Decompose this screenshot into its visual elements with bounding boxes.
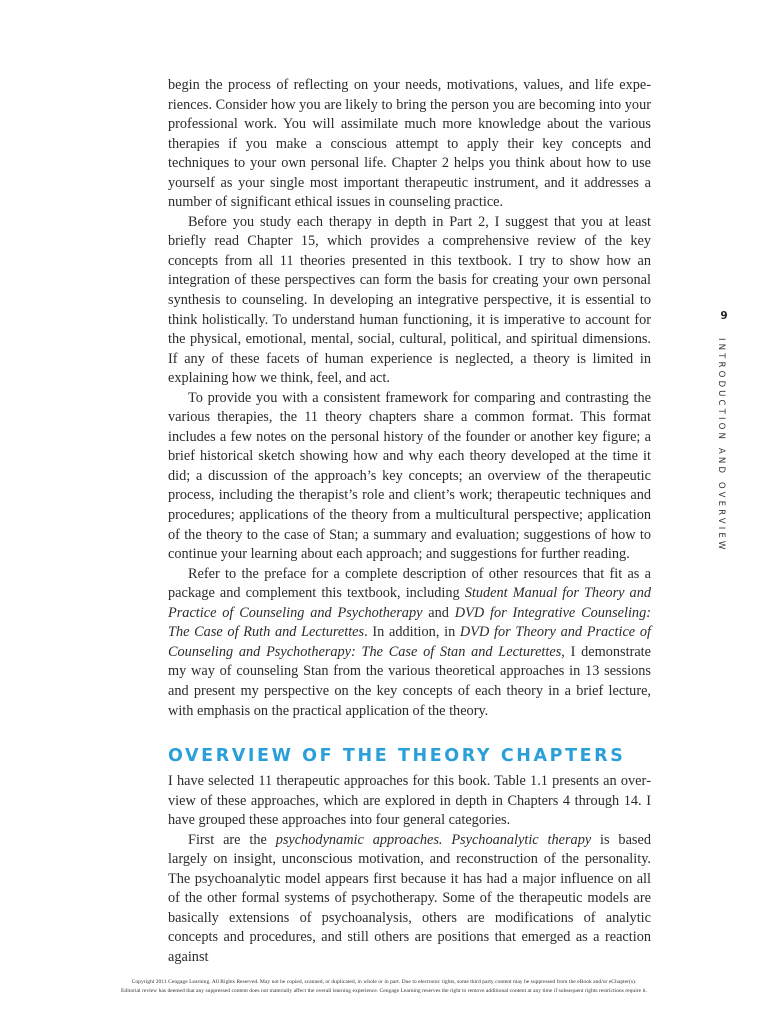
section-paragraph-2-text-c: is based largely on insight, unconscious motivation, and reconstruction of the personality. The psychoanalytic model appears first because it has had a major influence on all of the other formal systems of psychotherapy. Some of the therapeutic models are basically extensions of psychoanalysis, others are modifications of analytic concepts and procedures, and still others are positions that emerged as a reaction against [168,831,651,965]
paragraph-1: begin the process of reflecting on your needs, motivations, values, and life experiences. Consider how you are likely to bring the person you are becoming into your professional work. You will assimilate much more knowledge about the various therapies if you make a conscious attempt to apply their key concepts and techniques to your own personal life. Chapter 2 helps you think about how to use yourself as your single most important therapeutic instrument, and it addresses a number of significant ethical issues in counseling practice. [168,77,651,211]
running-head [716,338,728,553]
paragraph-4-text-a: Refer to the preface for a complete description of other resources that fit as a package and complement this textbook, including [168,565,651,602]
section-paragraph-2 [168,831,651,968]
copyright-line-2: Editorial review has deemed that any suppressed content does not materially affect the overall learning experience. Cengage Learning reserves the right to remove additional content at any time if subsequent rights restrictions require it. [121,988,647,994]
copyright-notice [0,978,768,996]
book-title-student-manual: Student Manual for Theory and Practice of Counseling and Psychotherapy [168,585,651,621]
page-number: 9 [720,310,728,322]
paragraph-4 [168,565,651,721]
section-paragraph-2-italic: psychodynamic approaches. Psychoanalytic therapy [275,831,592,848]
paragraph-2: Before you study each therapy in depth in Part 2, I suggest that you at least briefly read Chapter 15, which provides a comprehensive review of the key concepts from all 11 theories presented in this textbook. I try to show how an integration of these perspectives can form the basis for creating your own personal synthesis to counseling. In developing an integrative perspective, it is essential to think holistically. To understand human functioning, it is imperative to account for the physical, emotional, mental, social, cultural, political, and spiritual dimensions. If any of these facets of human experience is neglected, a theory is limited in explaining how we think, feel, and act. [168,213,651,387]
paragraph-4-text-c: and [422,604,455,621]
paragraph-4-text-g: , I demonstrate my way of counseling Stan from the various theoretical approaches in 13 sessions and present my perspective on the key concepts of each theory in a brief lecture, with emphasis on the practical application of the theory. [168,643,651,719]
paragraph-4-text-e: . In addition, in [364,624,460,641]
paragraph-3: To provide you with a consistent framework for comparing and contrasting the various therapies, the 11 theory chapters share a common format. This format includes a few notes on the personal history of the founder or another key figure; a brief historical sketch showing how and why each theory developed at the time it did; a discussion of the approach’s key concepts; an overview of the therapeutic process, including the therapist’s role and client’s work; therapeutic techniques and procedures; applications of the theory from a multicultural perspective; application of the theory to the case of Stan; a summary and evaluation; suggestions of how to continue your learning about each approach; and suggestions for further reading. [168,389,651,563]
running-head-text: INTRODUCTION AND OVERVIEW [716,338,726,553]
body-text-section [168,772,651,967]
section-paragraph-2-text-a: First are the [188,831,276,848]
body-text-top [168,76,651,721]
section-heading: OVERVIEW OF THE THEORY CHAPTERS [168,746,626,766]
dvd-title-ruth: DVD for Integrative Counseling: The Case of Ruth and Lecturettes [168,604,651,641]
dvd-title-stan: DVD for Theory and Practice of Counseling and Psychotherapy: The Case of Stan and Lecturettes [168,624,651,660]
section-paragraph-1: I have selected 11 therapeutic approaches for this book. Table 1.1 presents an overview of these approaches, which are explored in depth in Chapters 4 through 14. I have grouped these approaches into four general categories. [168,773,651,829]
copyright-line-1: Copyright 2011 Cengage Learning. All Rights Reserved. May not be copied, scanned, or duplicated, in whole or in part. Due to electronic rights, some third party content may be suppressed from the eBook and/or eChapter(s). [131,979,637,985]
